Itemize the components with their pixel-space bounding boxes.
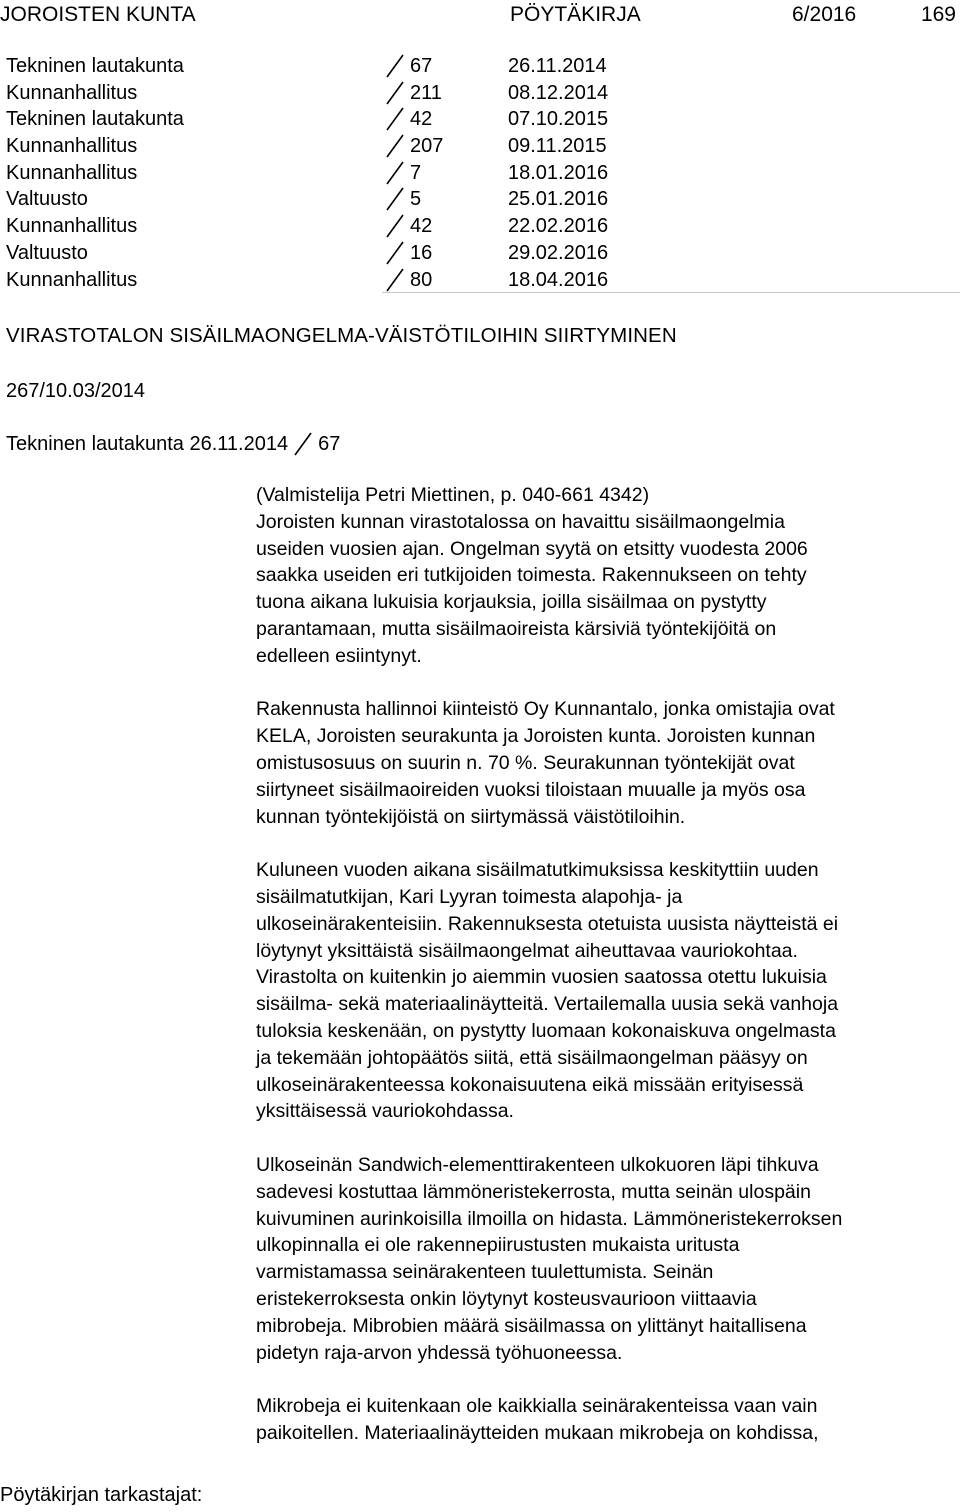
reviewers-label: Pöytäkirjan tarkastajat: [0, 1484, 203, 1506]
section-sign-icon [386, 268, 406, 292]
history-body: Kunnanhallitus [6, 161, 138, 184]
history-date: 09.11.2015 [508, 135, 607, 158]
origin-reference [6, 432, 340, 456]
section-sign-icon [386, 241, 406, 265]
body-paragraph: Mikrobeja ei kuitenkaan ole kaikkialla seinärakenteissa vaan vain paikoitellen. Materiaalinäytteiden mukaan mikrobeja on kohdissa, [256, 1395, 819, 1444]
origin-body-date: Tekninen lautakunta 26.11.2014 [6, 432, 289, 455]
origin-section: 67 [318, 432, 341, 455]
history-row [6, 186, 946, 213]
history-body: Tekninen lautakunta [6, 108, 184, 131]
section-sign-icon [386, 214, 406, 238]
processing-history [6, 53, 946, 293]
history-body: Valtuusto [6, 241, 88, 264]
body-paragraph: Ulkoseinän Sandwich-elementtirakenteen ulkokuoren läpi tihkuva sadevesi kostuttaa lämmöneristekerrosta, mutta seinän ulospäin kuivuminen aurinkoisilla ilmoilla on hidasta. Lämmöneristekerroksen ulkopinnalla ei ole rakennepiirustusten mukaista uritusta varmistamassa seinärakenteen tuulettumista. Seinän eristekerroksesta onkin löytynyt kosteusvaurioon viittaavia mibrobeja. Mibrobien määrä sisäilmassa on ylittänyt haitallisena pidetyn raja-arvon yhdessä työhuoneessa. [256, 1153, 843, 1364]
history-section: 16 [410, 241, 433, 264]
history-body: Kunnanhallitus [6, 135, 138, 158]
history-date: 29.02.2016 [508, 241, 609, 264]
history-section: 7 [410, 161, 422, 184]
history-date: 18.04.2016 [508, 268, 609, 291]
body-paragraph: Kuluneen vuoden aikana sisäilmatutkimuksissa keskityttiin uuden sisäilmatutkijan, Kari Lyyran toimesta alapohja- ja ulkoseinärakenteisiin. Rakennuksesta otetuista uusista näytteistä ei löytynyt yksittäistä sisäilmaongelmat aiheuttavaa vauriokohtaa. Virastolta on kuitenkin jo aiemmin vuosien saatossa otettu lukuisia sisäilma- sekä materiaalinäytteitä. Vertailemalla uusia sekä vanhoja tuloksia keskenään, on pystytty luomaan kokonaiskuva ongelmasta ja tekemään johtopäätös siitä, että sisäilmaongelman pääsyy on ulkoseinärakenteessa kokonaisuutena eikä missään erityisessä yksittäisessä vauriokohdassa. [256, 859, 839, 1123]
section-sign-icon [386, 134, 406, 158]
history-body: Kunnanhallitus [6, 81, 138, 104]
history-body: Tekninen lautakunta [6, 55, 184, 77]
history-section: 42 [410, 215, 433, 238]
history-row [6, 213, 946, 240]
document-number: 6/2016 [792, 3, 857, 26]
organization-name: JOROISTEN KUNTA [0, 3, 196, 26]
section-sign-icon [386, 187, 406, 211]
history-section: 207 [410, 135, 444, 158]
diary-number: 267/10.03/2014 [6, 380, 146, 402]
history-body: Valtuusto [6, 188, 88, 211]
body-paragraph: (Valmistelija Petri Miettinen, p. 040-661 4342) Joroisten kunnan virastotalossa on havaittu sisäilmaongelmia useiden vuosien ajan. Ongelman syytä on etsitty vuodesta 2006 saakka useiden eri tutkijoiden toimesta. Rakennukseen on tehty tuona aikana lukuisia korjauksia, joilla sisäilmaa on pystytty parantamaan, mutta sisäilmaoireista kärsiviä työntekijöitä on edelleen esiintynyt. [256, 484, 808, 667]
history-section: 80 [410, 268, 433, 291]
history-date: 07.10.2015 [508, 108, 609, 131]
history-body: Kunnanhallitus [6, 215, 138, 238]
section-sign-icon [294, 432, 314, 456]
divider-line [382, 292, 960, 293]
history-section: 5 [410, 188, 422, 211]
history-body: Kunnanhallitus [6, 268, 138, 291]
body-paragraph: Rakennusta hallinnoi kiinteistö Oy Kunnantalo, jonka omistajia ovat KELA, Joroisten seurakunta ja Joroisten kunta. Joroisten kunnan omistusosuus on suurin n. 70 %. Seurakunnan työntekijät ovat siirtyneet sisäilmaoireiden vuoksi tiloistaan muualle ja myös osa kunnan työntekijöistä on siirtymässä väistötiloihin. [256, 698, 835, 828]
history-row [6, 240, 946, 267]
history-row [6, 106, 946, 133]
history-row [6, 160, 946, 187]
page-number: 169 [920, 3, 956, 26]
item-body-text [256, 482, 956, 1447]
history-section: 42 [410, 108, 433, 131]
history-row [6, 80, 946, 107]
section-sign-icon [386, 107, 406, 131]
section-sign-icon [386, 81, 406, 105]
document-type: PÖYTÄKIRJA [510, 3, 641, 26]
agenda-item-title: VIRASTOTALON SISÄILMAONGELMA-VÄISTÖTILOIHIN SIIRTYMINEN [6, 324, 677, 347]
history-date: 22.02.2016 [508, 215, 609, 238]
section-sign-icon [386, 161, 406, 185]
history-date: 25.01.2016 [508, 188, 609, 211]
history-row [6, 53, 946, 80]
history-section: 211 [410, 81, 442, 104]
history-row [6, 133, 946, 160]
section-sign-icon [386, 54, 406, 78]
history-date: 26.11.2014 [508, 55, 607, 77]
page-header [0, 0, 960, 30]
history-section: 67 [410, 55, 433, 77]
history-date: 18.01.2016 [508, 161, 609, 184]
history-date: 08.12.2014 [508, 81, 609, 104]
history-row [6, 267, 946, 294]
